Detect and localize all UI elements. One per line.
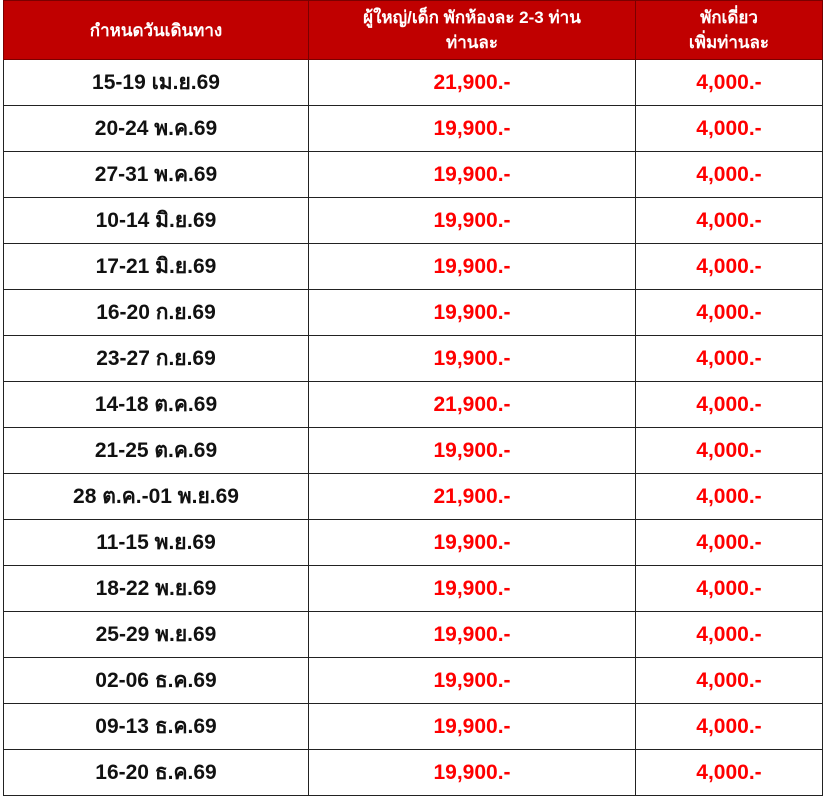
date-cell: 25-29 พ.ย.69: [4, 612, 309, 658]
header-travel-dates: [4, 1, 309, 60]
date-cell: 14-18 ต.ค.69: [4, 382, 309, 428]
table-row: [4, 474, 823, 520]
tour-price-table: [3, 0, 823, 796]
table-row: [4, 658, 823, 704]
date-cell: 09-13 ธ.ค.69: [4, 704, 309, 750]
price-cell: 19,900.-: [309, 198, 636, 244]
price-cell: 19,900.-: [309, 152, 636, 198]
table-row: [4, 336, 823, 382]
single-supplement-cell: 4,000.-: [636, 60, 823, 106]
table-body: [4, 60, 823, 796]
single-supplement-cell: 4,000.-: [636, 106, 823, 152]
price-cell: 21,900.-: [309, 474, 636, 520]
header-single-supplement: [636, 1, 823, 60]
price-cell: 19,900.-: [309, 566, 636, 612]
header-shared-room-price-line2: ท่านละ: [446, 33, 498, 52]
price-cell: 19,900.-: [309, 520, 636, 566]
date-cell: 15-19 เม.ย.69: [4, 60, 309, 106]
date-cell: 23-27 ก.ย.69: [4, 336, 309, 382]
date-cell: 10-14 มิ.ย.69: [4, 198, 309, 244]
table-row: [4, 290, 823, 336]
price-cell: 19,900.-: [309, 244, 636, 290]
table-row: [4, 612, 823, 658]
price-cell: 19,900.-: [309, 428, 636, 474]
single-supplement-cell: 4,000.-: [636, 750, 823, 796]
single-supplement-cell: 4,000.-: [636, 336, 823, 382]
single-supplement-cell: 4,000.-: [636, 198, 823, 244]
price-cell: 19,900.-: [309, 750, 636, 796]
header-travel-dates-label: กำหนดวันเดินทาง: [89, 20, 223, 40]
table-row: [4, 382, 823, 428]
date-cell: 17-21 มิ.ย.69: [4, 244, 309, 290]
single-supplement-cell: 4,000.-: [636, 658, 823, 704]
table-row: [4, 704, 823, 750]
price-cell: 19,900.-: [309, 658, 636, 704]
date-cell: 02-06 ธ.ค.69: [4, 658, 309, 704]
header-shared-room-price: [309, 1, 636, 60]
price-cell: 19,900.-: [309, 290, 636, 336]
date-cell: 28 ต.ค.-01 พ.ย.69: [4, 474, 309, 520]
header-single-supplement-line1: พักเดี่ยว: [700, 8, 758, 27]
table-row: [4, 152, 823, 198]
date-cell: 11-15 พ.ย.69: [4, 520, 309, 566]
single-supplement-cell: 4,000.-: [636, 428, 823, 474]
table-row: [4, 566, 823, 612]
table-row: [4, 750, 823, 796]
date-cell: 18-22 พ.ย.69: [4, 566, 309, 612]
date-cell: 16-20 ก.ย.69: [4, 290, 309, 336]
header-shared-room-price-line1: ผู้ใหญ่/เด็ก พักห้องละ 2-3 ท่าน: [363, 8, 581, 27]
table-header-row: [4, 1, 823, 60]
price-cell: 19,900.-: [309, 106, 636, 152]
single-supplement-cell: 4,000.-: [636, 474, 823, 520]
table-row: [4, 428, 823, 474]
price-cell: 21,900.-: [309, 60, 636, 106]
single-supplement-cell: 4,000.-: [636, 704, 823, 750]
price-cell: 19,900.-: [309, 336, 636, 382]
single-supplement-cell: 4,000.-: [636, 382, 823, 428]
table-row: [4, 106, 823, 152]
price-cell: 19,900.-: [309, 704, 636, 750]
table-row: [4, 520, 823, 566]
price-cell: 19,900.-: [309, 612, 636, 658]
date-cell: 27-31 พ.ค.69: [4, 152, 309, 198]
single-supplement-cell: 4,000.-: [636, 152, 823, 198]
table-row: [4, 244, 823, 290]
date-cell: 21-25 ต.ค.69: [4, 428, 309, 474]
price-cell: 21,900.-: [309, 382, 636, 428]
header-single-supplement-line2: เพิ่มท่านละ: [688, 33, 770, 52]
date-cell: 16-20 ธ.ค.69: [4, 750, 309, 796]
single-supplement-cell: 4,000.-: [636, 244, 823, 290]
table-row: [4, 198, 823, 244]
single-supplement-cell: 4,000.-: [636, 290, 823, 336]
single-supplement-cell: 4,000.-: [636, 566, 823, 612]
single-supplement-cell: 4,000.-: [636, 612, 823, 658]
date-cell: 20-24 พ.ค.69: [4, 106, 309, 152]
single-supplement-cell: 4,000.-: [636, 520, 823, 566]
table-row: [4, 60, 823, 106]
